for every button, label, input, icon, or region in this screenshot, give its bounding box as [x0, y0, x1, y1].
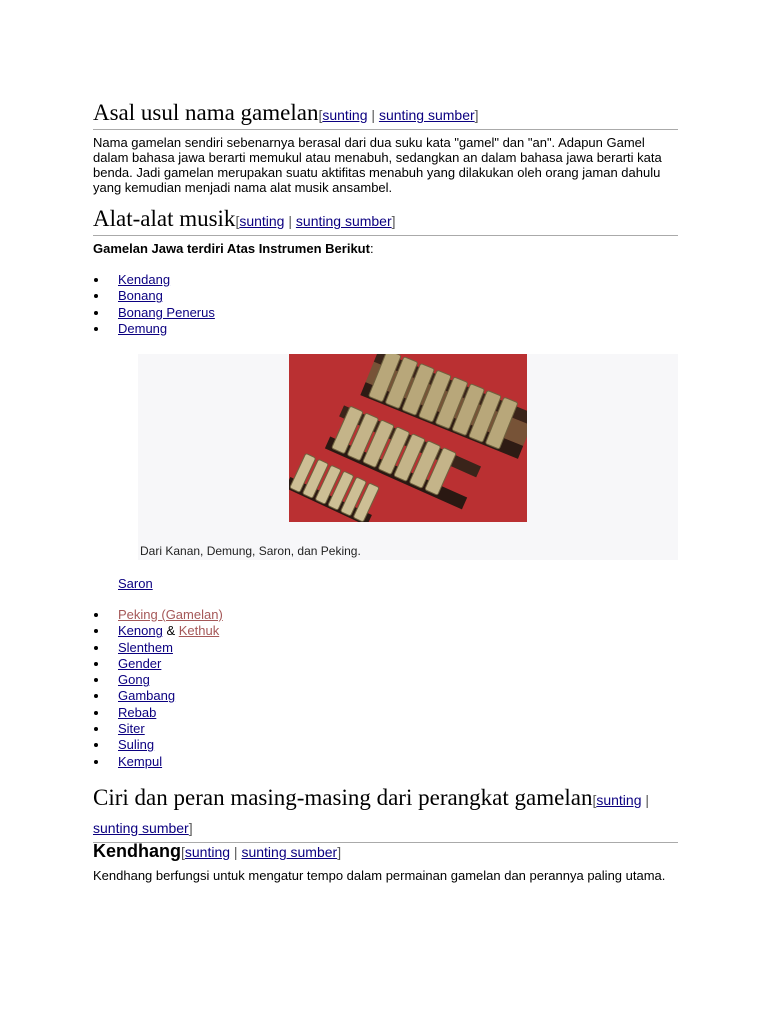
- list-item: [93, 321, 678, 337]
- bullet-icon: [94, 294, 98, 298]
- bullet-icon: [94, 711, 98, 715]
- edit-section-links: [sunting | sunting sumber]: [181, 844, 342, 860]
- list-item: [93, 272, 678, 288]
- figure-thumbnail: [138, 354, 678, 560]
- bullet-icon: [94, 694, 98, 698]
- instrument-link[interactable]: Rebab: [118, 704, 157, 720]
- edit-source-link[interactable]: sunting sumber: [93, 820, 189, 836]
- instrument-list-2: [93, 607, 678, 770]
- edit-source-link[interactable]: sunting sumber: [295, 213, 392, 229]
- list-item: [93, 721, 678, 737]
- section-heading-alat-alat-musik: [93, 206, 678, 236]
- gamelan-instruments-photo[interactable]: [289, 354, 527, 522]
- section-title: Ciri dan peran masing-masing dari perangkat gamelan: [93, 785, 593, 810]
- instrument-link[interactable]: Siter: [118, 721, 145, 737]
- instrument-link[interactable]: Gender: [118, 655, 162, 671]
- list-item: [93, 705, 678, 721]
- instrument-link[interactable]: Bonang Penerus: [118, 304, 215, 320]
- edit-link[interactable]: sunting: [239, 213, 285, 229]
- bullet-icon: [94, 613, 98, 617]
- list-item: [93, 305, 678, 321]
- instrument-link[interactable]: Gambang: [118, 688, 176, 704]
- list-item: [93, 607, 678, 623]
- list-item: [93, 288, 678, 304]
- list-item: [93, 754, 678, 770]
- instrument-link[interactable]: Suling: [118, 737, 155, 753]
- instrument-link[interactable]: Bonang: [118, 288, 163, 304]
- edit-link[interactable]: sunting: [596, 792, 642, 808]
- instrument-link[interactable]: Kendang: [118, 272, 171, 287]
- list-item: [93, 688, 678, 704]
- instrument-link[interactable]: Demung: [118, 320, 168, 336]
- list-item: [93, 737, 678, 753]
- bullet-icon: [94, 278, 98, 282]
- list-item: [93, 640, 678, 656]
- instrument-link[interactable]: Gong: [118, 672, 150, 688]
- edit-section-links: [sunting | sunting sumber]: [235, 213, 396, 229]
- edit-source-link[interactable]: sunting sumber: [241, 844, 338, 860]
- subsection-paragraph: Kendhang berfungsi untuk mengatur tempo dalam permainan gamelan dan perannya paling utama.: [93, 868, 666, 883]
- section-heading-ciri-dan-peran: [93, 785, 678, 843]
- bullet-icon: [94, 727, 98, 731]
- edit-section-links: [sunting | sunting sumber]: [93, 792, 650, 836]
- subsection-title: Kendhang: [93, 841, 181, 861]
- list-item: Kenong & Kethuk: [93, 623, 678, 639]
- bullet-icon: [94, 311, 98, 315]
- bullet-icon: [94, 662, 98, 666]
- section-paragraph: Nama gamelan sendiri sebenarnya berasal dari dua suku kata "gamel" dan "an". Adapun Gamel dalam bahasa jawa berarti memukul atau menabuh, sedangkan an dalam bahasa jawa berarti kata benda. Jadi gamelan merupakan suatu aktifitas menabuh yang dilakukan oleh orang jaman dahulu yang kemudian menjadi nama alat musik ansambel.: [93, 135, 662, 195]
- instrument-link[interactable]: Kempul: [118, 753, 163, 769]
- bullet-icon: [94, 327, 98, 331]
- instrument-link[interactable]: Slenthem: [118, 639, 173, 655]
- section-title: Asal usul nama gamelan: [93, 100, 319, 125]
- subsection-heading-kendhang: [93, 840, 678, 863]
- bullet-icon: [94, 678, 98, 682]
- bullet-icon: [94, 629, 98, 633]
- edit-link[interactable]: sunting: [184, 844, 231, 860]
- section-heading-asal-usul: [93, 100, 678, 130]
- instrument-intro: Gamelan Jawa terdiri Atas Instrumen Berikut:: [93, 241, 374, 256]
- saron-item: [118, 576, 153, 592]
- edit-source-link[interactable]: sunting sumber: [378, 107, 475, 123]
- bullet-icon: [94, 760, 98, 764]
- instrument-link-missing[interactable]: Peking (Gamelan): [118, 607, 223, 622]
- bullet-icon: [94, 743, 98, 747]
- instrument-list-1: [93, 272, 678, 337]
- edit-section-links: [sunting | sunting sumber]: [318, 107, 479, 123]
- instrument-link[interactable]: Saron: [118, 576, 153, 591]
- instrument-link-missing[interactable]: Kethuk: [178, 623, 220, 639]
- bullet-icon: [94, 646, 98, 650]
- section-title: Alat-alat musik: [93, 206, 236, 231]
- instrument-link[interactable]: Kenong: [118, 623, 163, 639]
- list-item: [93, 656, 678, 672]
- list-item: [93, 672, 678, 688]
- figure-caption: Dari Kanan, Demung, Saron, dan Peking.: [140, 544, 361, 558]
- edit-link[interactable]: sunting: [322, 107, 368, 123]
